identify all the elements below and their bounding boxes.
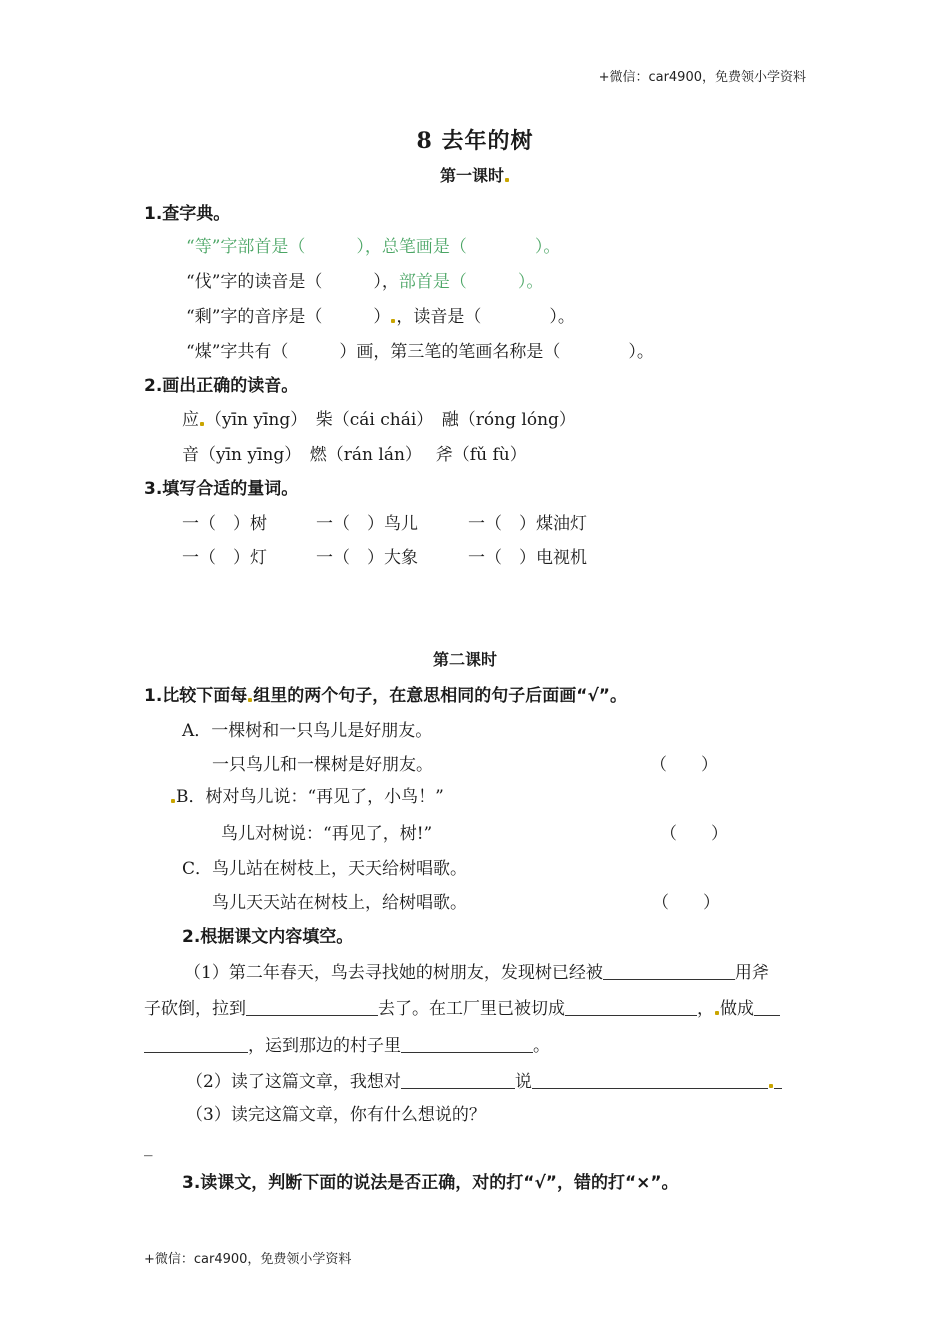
- l2-q1-b1-text: B．树对鸟儿说：“再见了，小鸟！”: [176, 787, 444, 807]
- l2-q2-answer-mark: _: [144, 1137, 153, 1157]
- l1-q3-r1c3: 一（ ）煤油灯: [468, 514, 587, 534]
- l1-q2-row1-rest: （yīn yīng） 柴（cái chái） 融（róng lóng）: [205, 410, 576, 430]
- header-note: +微信：car4900，免费领小学资料: [598, 70, 806, 85]
- yellow-dot-icon: [505, 178, 509, 182]
- l2-q2-p4: [186, 1067, 782, 1092]
- l2-q2-p1: [184, 958, 769, 983]
- l2-q1-c-paren: （ ）: [652, 893, 720, 913]
- l1-q1-line2: [186, 267, 543, 292]
- page-title: 8 去年的树: [416, 128, 534, 154]
- l1-q3-r1c1: 一（ ）树: [182, 514, 267, 534]
- blank-line[interactable]: [565, 999, 697, 1016]
- blank-line[interactable]: [774, 1072, 782, 1089]
- l1-q3-r2c2: 一（ ）大象: [316, 548, 418, 568]
- l1-q3-title: 3.填写合适的量词。: [144, 479, 299, 499]
- yellow-dot-icon: [171, 799, 175, 803]
- l1-q1-line3a: “剩”字的音序是（ ）: [186, 307, 391, 327]
- l1-q1-line2b: 部首是（ ）。: [398, 272, 544, 292]
- l2-q2-p5: （3）读完这篇文章，你有什么想说的？: [186, 1105, 486, 1125]
- l2-q1-title-b: 组里的两个句子，在意思相同的句子后面画“√”。: [253, 686, 627, 706]
- blank-line[interactable]: [603, 963, 735, 980]
- l2-q2-p3a: ，运到那边的村子里: [248, 1036, 401, 1056]
- lesson1-heading: 第一课时: [0, 163, 950, 186]
- l1-q3-r2c1: 一（ ）灯: [182, 548, 267, 568]
- l1-q3-r1c2: 一（ ）鸟儿: [316, 514, 418, 534]
- l2-q2-p3: [144, 1031, 550, 1056]
- blank-line[interactable]: [401, 1036, 533, 1053]
- l2-q1-a2: 一只鸟儿和一棵树是好朋友。: [212, 755, 433, 775]
- footer-note: +微信：car4900，免费领小学资料: [144, 1252, 352, 1267]
- l2-q1-b2: 鸟儿对树说：“再见了，树!”: [221, 824, 433, 844]
- l2-q2-title: 2.根据课文内容填空。: [182, 927, 354, 947]
- l1-q1-line2a: “伐”字的读音是（ ），: [186, 272, 399, 292]
- l2-q2-p3b: 。: [533, 1036, 550, 1056]
- l2-q2-p2a: 子砍倒，拉到: [144, 999, 246, 1019]
- l2-q2-p4a: （2）读了这篇文章，我想对: [186, 1072, 401, 1092]
- l2-q1-title: [144, 681, 627, 706]
- l1-q1-line4: “煤”字共有（ ）画，第三笔的笔画名称是（ ）。: [186, 342, 654, 362]
- l1-q3-r2c3: 一（ ）电视机: [468, 548, 587, 568]
- blank-line[interactable]: [246, 999, 378, 1016]
- l2-q2-p2: [144, 994, 780, 1019]
- yellow-dot-icon: [200, 422, 204, 426]
- l2-q3-title: 3.读课文，判断下面的说法是否正确，对的打“√”，错的打“×”。: [182, 1173, 679, 1193]
- l2-q2-p4b: 说: [514, 1072, 532, 1092]
- l2-q1-b1: [170, 782, 444, 807]
- yellow-dot-icon: [248, 698, 252, 702]
- l2-q2-p2c: ，: [697, 999, 714, 1019]
- l2-q1-title-a: 1.比较下面每: [144, 686, 248, 706]
- l2-q1-b-paren: （ ）: [660, 824, 728, 844]
- l2-q2-p2d: 做成: [720, 999, 754, 1019]
- yellow-dot-icon: [715, 1011, 719, 1015]
- l1-q2-row1: [182, 405, 576, 430]
- yellow-dot-icon: [769, 1084, 773, 1088]
- l1-q1-line3b: ，读音是（ ）。: [396, 307, 575, 327]
- blank-line[interactable]: [754, 999, 780, 1016]
- l1-q2-row2: 音（yīn yīng） 燃（rán lán） 斧（fǔ fù）: [182, 445, 527, 465]
- yellow-dot-icon: [391, 319, 395, 323]
- l2-q1-c1: C．鸟儿站在树枝上，天天给树唱歌。: [182, 859, 468, 879]
- l2-q1-c2: 鸟儿天天站在树枝上，给树唱歌。: [212, 893, 467, 913]
- l2-q2-p1b: 用斧: [734, 963, 769, 983]
- l1-q2-title: 2.画出正确的读音。: [144, 376, 299, 396]
- blank-line[interactable]: [144, 1036, 248, 1053]
- l1-q1-title: 1.查字典。: [144, 204, 231, 224]
- l2-q1-a1: A．一棵树和一只鸟儿是好朋友。: [182, 721, 433, 741]
- blank-line[interactable]: [401, 1072, 515, 1089]
- l1-q1-line3: [186, 302, 575, 327]
- l2-q1-a-paren: （ ）: [650, 755, 718, 775]
- lesson2-heading: 第二课时: [432, 650, 497, 669]
- l1-q1-line1: “等”字部首是（ ），总笔画是（ ）。: [186, 237, 561, 257]
- l2-q2-p1a: （1）第二年春天，鸟去寻找她的树朋友，发现树已经被: [184, 963, 603, 983]
- l1-q2-char: 应: [182, 410, 199, 430]
- blank-line[interactable]: [532, 1072, 768, 1089]
- l2-q2-p2b: 去了。在工厂里已被切成: [378, 999, 565, 1019]
